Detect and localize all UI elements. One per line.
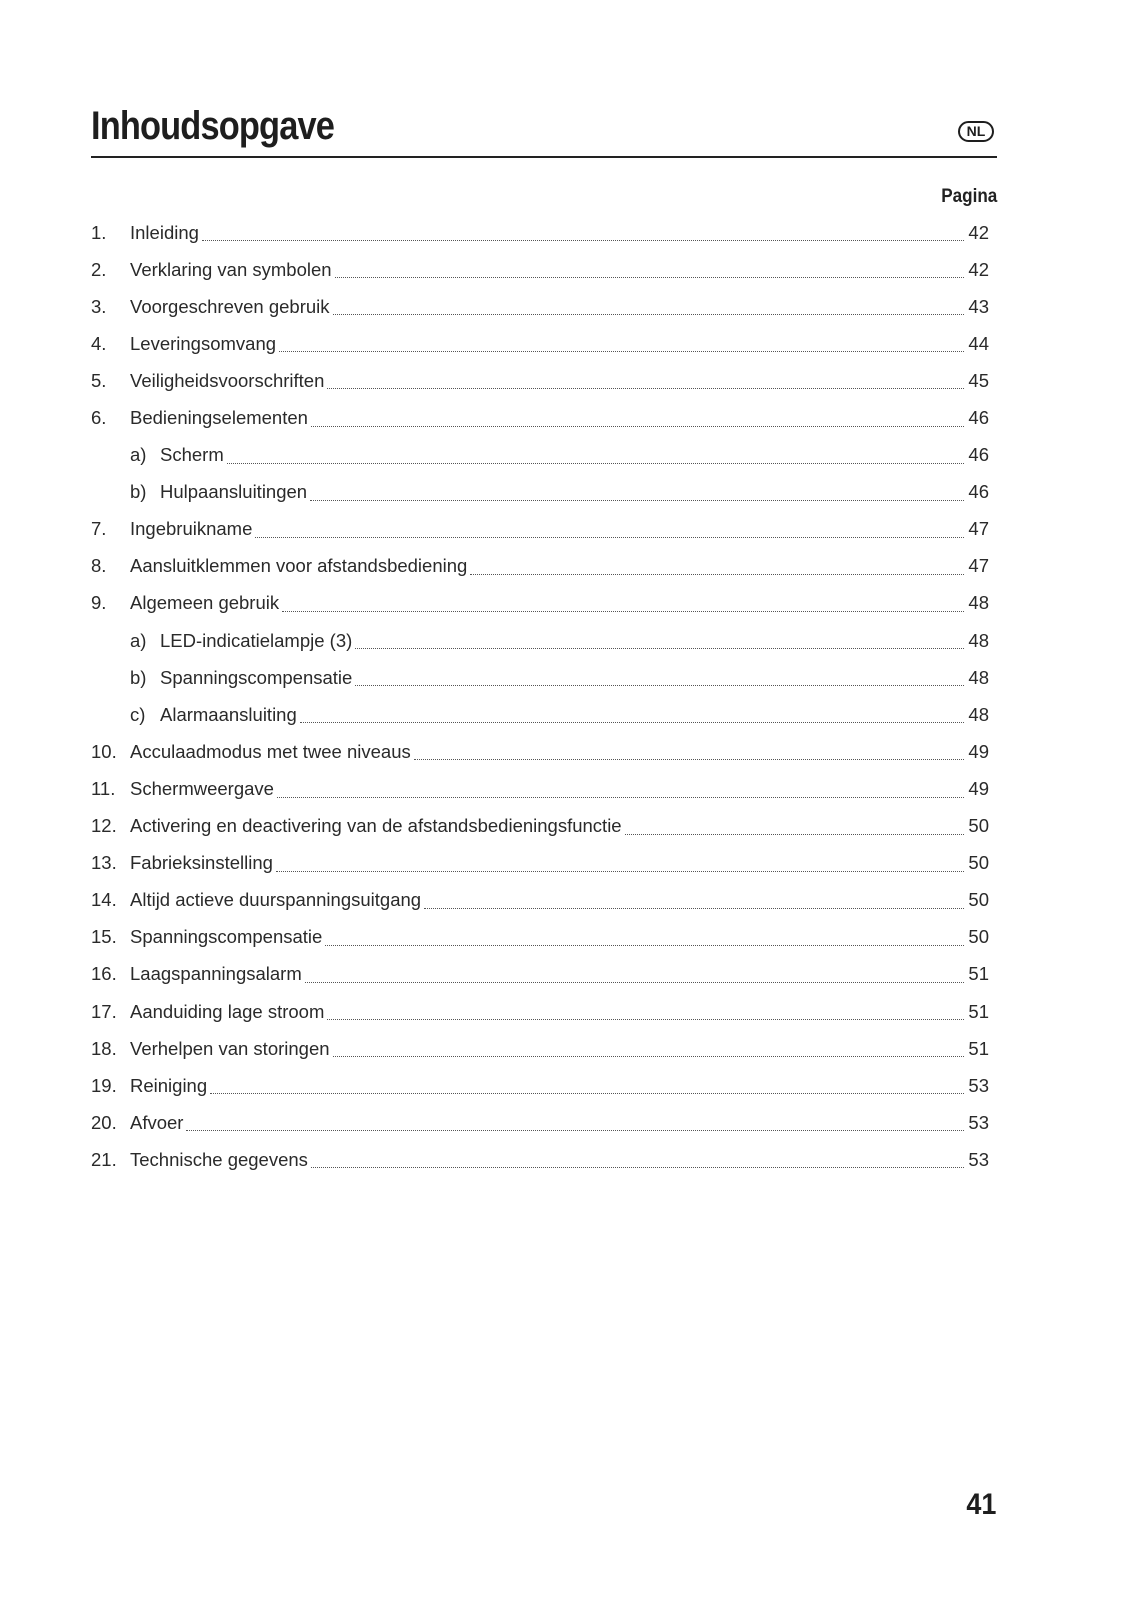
toc-entry xyxy=(91,845,989,882)
toc-dot-leader xyxy=(300,721,964,723)
toc-entry xyxy=(91,1030,989,1067)
toc-page-number: 50 xyxy=(968,852,989,874)
toc-entry xyxy=(91,474,989,511)
toc-page-number: 51 xyxy=(968,1037,989,1059)
toc-dot-leader xyxy=(276,870,964,872)
page-column-header: Pagina xyxy=(940,186,997,207)
toc-page-number: 51 xyxy=(968,1000,989,1022)
toc-dot-leader xyxy=(277,796,964,798)
toc-section-number: 20. xyxy=(91,1111,117,1133)
toc-page-number: 49 xyxy=(968,740,989,762)
toc-entry xyxy=(91,511,989,548)
toc-subsection-letter: b) xyxy=(130,666,147,688)
toc-section-number: 2. xyxy=(91,258,107,280)
toc-entry-label: Aanduiding lage stroom xyxy=(130,1000,325,1022)
toc-dot-leader xyxy=(424,907,964,909)
toc-section-number: 9. xyxy=(91,592,107,614)
toc-entry-label: Bedieningselementen xyxy=(130,407,308,429)
toc-section-number: 21. xyxy=(91,1148,117,1170)
toc-entry-label: Veiligheidsvoorschriften xyxy=(130,369,325,391)
toc-entry xyxy=(91,882,989,919)
toc-dot-leader xyxy=(355,684,964,686)
toc-dot-leader xyxy=(202,239,964,241)
toc-entry-label: Altijd actieve duurspanningsuitgang xyxy=(130,889,422,911)
toc-entry-label: LED-indicatielampje (3) xyxy=(160,629,353,651)
toc-page-number: 49 xyxy=(968,777,989,799)
title-divider xyxy=(91,156,997,158)
toc-page-number: 46 xyxy=(968,481,989,503)
toc-entry-label: Hulpaansluitingen xyxy=(160,481,308,503)
toc-entry-label: Inleiding xyxy=(130,221,199,243)
toc-dot-leader xyxy=(355,647,964,649)
toc-section-number: 18. xyxy=(91,1037,117,1059)
toc-entry xyxy=(91,325,989,362)
toc-section-number: 12. xyxy=(91,815,117,837)
toc-dot-leader xyxy=(414,758,964,760)
toc-entry-label: Verklaring van symbolen xyxy=(130,258,332,280)
toc-entry xyxy=(91,659,989,696)
toc-entry xyxy=(91,993,989,1030)
toc-entry-label: Fabrieksinstelling xyxy=(130,852,273,874)
toc-page-number: 47 xyxy=(968,518,989,540)
toc-section-number: 15. xyxy=(91,926,117,948)
toc-dot-leader xyxy=(310,499,964,501)
toc-page-number: 47 xyxy=(968,555,989,577)
toc-page-number: 44 xyxy=(968,332,989,354)
toc-entry-label: Scherm xyxy=(160,444,224,466)
toc-page-number: 43 xyxy=(968,295,989,317)
toc-subsection-letter: b) xyxy=(130,481,147,503)
toc-section-number: 1. xyxy=(91,221,107,243)
language-badge: NL xyxy=(958,121,994,142)
toc-entry-label: Algemeen gebruik xyxy=(130,592,280,614)
toc-entry xyxy=(91,1104,989,1141)
toc-dot-leader xyxy=(311,425,964,427)
toc-section-number: 7. xyxy=(91,518,107,540)
page-title: Inhoudsopgave xyxy=(91,104,335,148)
toc-page-number: 46 xyxy=(968,407,989,429)
toc-entry xyxy=(91,548,989,585)
toc-dot-leader xyxy=(227,462,964,464)
toc-page-number: 46 xyxy=(968,444,989,466)
toc-dot-leader xyxy=(255,536,964,538)
toc-entry xyxy=(91,956,989,993)
toc-dot-leader xyxy=(327,1018,964,1020)
toc-entry-label: Laagspanningsalarm xyxy=(130,963,302,985)
toc-subsection-letter: c) xyxy=(130,703,146,725)
toc-entry xyxy=(91,362,989,399)
toc-entry xyxy=(91,585,989,622)
toc-entry xyxy=(91,919,989,956)
toc-section-number: 17. xyxy=(91,1000,117,1022)
toc-entry-label: Leveringsomvang xyxy=(130,332,277,354)
toc-dot-leader xyxy=(311,1166,964,1168)
toc-entry xyxy=(91,214,989,251)
toc-entry xyxy=(91,696,989,733)
toc-dot-leader xyxy=(325,944,964,946)
toc-entry xyxy=(91,288,989,325)
toc-dot-leader xyxy=(335,276,964,278)
toc-entry-label: Aansluitklemmen voor afstandsbediening xyxy=(130,555,468,577)
page-number: 41 xyxy=(965,1488,996,1521)
toc-entry-label: Activering en deactivering van de afstandsbedieningsfunctie xyxy=(130,815,622,837)
toc-section-number: 8. xyxy=(91,555,107,577)
toc-dot-leader xyxy=(333,1055,964,1057)
toc-page-number: 51 xyxy=(968,963,989,985)
toc-section-number: 13. xyxy=(91,852,117,874)
toc-entry xyxy=(91,251,989,288)
toc-entry-label: Afvoer xyxy=(130,1111,184,1133)
toc-entry xyxy=(91,622,989,659)
toc-subsection-letter: a) xyxy=(130,629,147,651)
toc-entry-label: Acculaadmodus met twee niveaus xyxy=(130,740,411,762)
toc-entry-label: Technische gegevens xyxy=(130,1148,308,1170)
toc-entry-label: Voorgeschreven gebruik xyxy=(130,295,330,317)
toc-page-number: 50 xyxy=(968,815,989,837)
toc-page-number: 48 xyxy=(968,592,989,614)
toc-section-number: 4. xyxy=(91,332,107,354)
toc-entry-label: Schermweergave xyxy=(130,777,274,799)
toc-page-number: 50 xyxy=(968,889,989,911)
toc-subsection-letter: a) xyxy=(130,444,147,466)
toc-section-number: 19. xyxy=(91,1074,117,1096)
toc-section-number: 11. xyxy=(91,777,116,799)
toc-page-number: 53 xyxy=(968,1074,989,1096)
toc-dot-leader xyxy=(186,1129,964,1131)
toc-dot-leader xyxy=(305,981,964,983)
toc-section-number: 5. xyxy=(91,369,107,391)
toc-page-number: 48 xyxy=(968,666,989,688)
toc-page-number: 42 xyxy=(968,221,989,243)
toc-entry-label: Verhelpen van storingen xyxy=(130,1037,330,1059)
toc-page-number: 48 xyxy=(968,703,989,725)
toc-dot-leader xyxy=(279,350,964,352)
toc-entry-label: Alarmaansluiting xyxy=(160,703,297,725)
toc-entry-label: Ingebruikname xyxy=(130,518,253,540)
toc-dot-leader xyxy=(625,833,964,835)
toc-page-number: 48 xyxy=(968,629,989,651)
toc-entry-label: Spanningscompensatie xyxy=(130,926,323,948)
toc-page-number: 53 xyxy=(968,1148,989,1170)
toc-entry xyxy=(91,733,989,770)
toc-page-number: 53 xyxy=(968,1111,989,1133)
toc-entry xyxy=(91,437,989,474)
toc-entry xyxy=(91,770,989,807)
toc-dot-leader xyxy=(210,1092,964,1094)
toc-page-number: 50 xyxy=(968,926,989,948)
toc-section-number: 3. xyxy=(91,295,107,317)
toc-entry xyxy=(91,808,989,845)
toc-dot-leader xyxy=(327,387,964,389)
toc-dot-leader xyxy=(282,610,964,612)
toc-page-number: 42 xyxy=(968,258,989,280)
toc-entry xyxy=(91,1067,989,1104)
toc-entry-label: Reiniging xyxy=(130,1074,208,1096)
toc-section-number: 14. xyxy=(91,889,117,911)
toc-page-number: 45 xyxy=(968,369,989,391)
toc-entry xyxy=(91,1141,989,1178)
table-of-contents xyxy=(91,214,989,1178)
toc-section-number: 6. xyxy=(91,407,107,429)
toc-section-number: 16. xyxy=(91,963,117,985)
toc-entry-label: Spanningscompensatie xyxy=(160,666,353,688)
toc-section-number: 10. xyxy=(91,740,117,762)
toc-dot-leader xyxy=(333,313,964,315)
toc-entry xyxy=(91,399,989,436)
toc-dot-leader xyxy=(470,573,964,575)
